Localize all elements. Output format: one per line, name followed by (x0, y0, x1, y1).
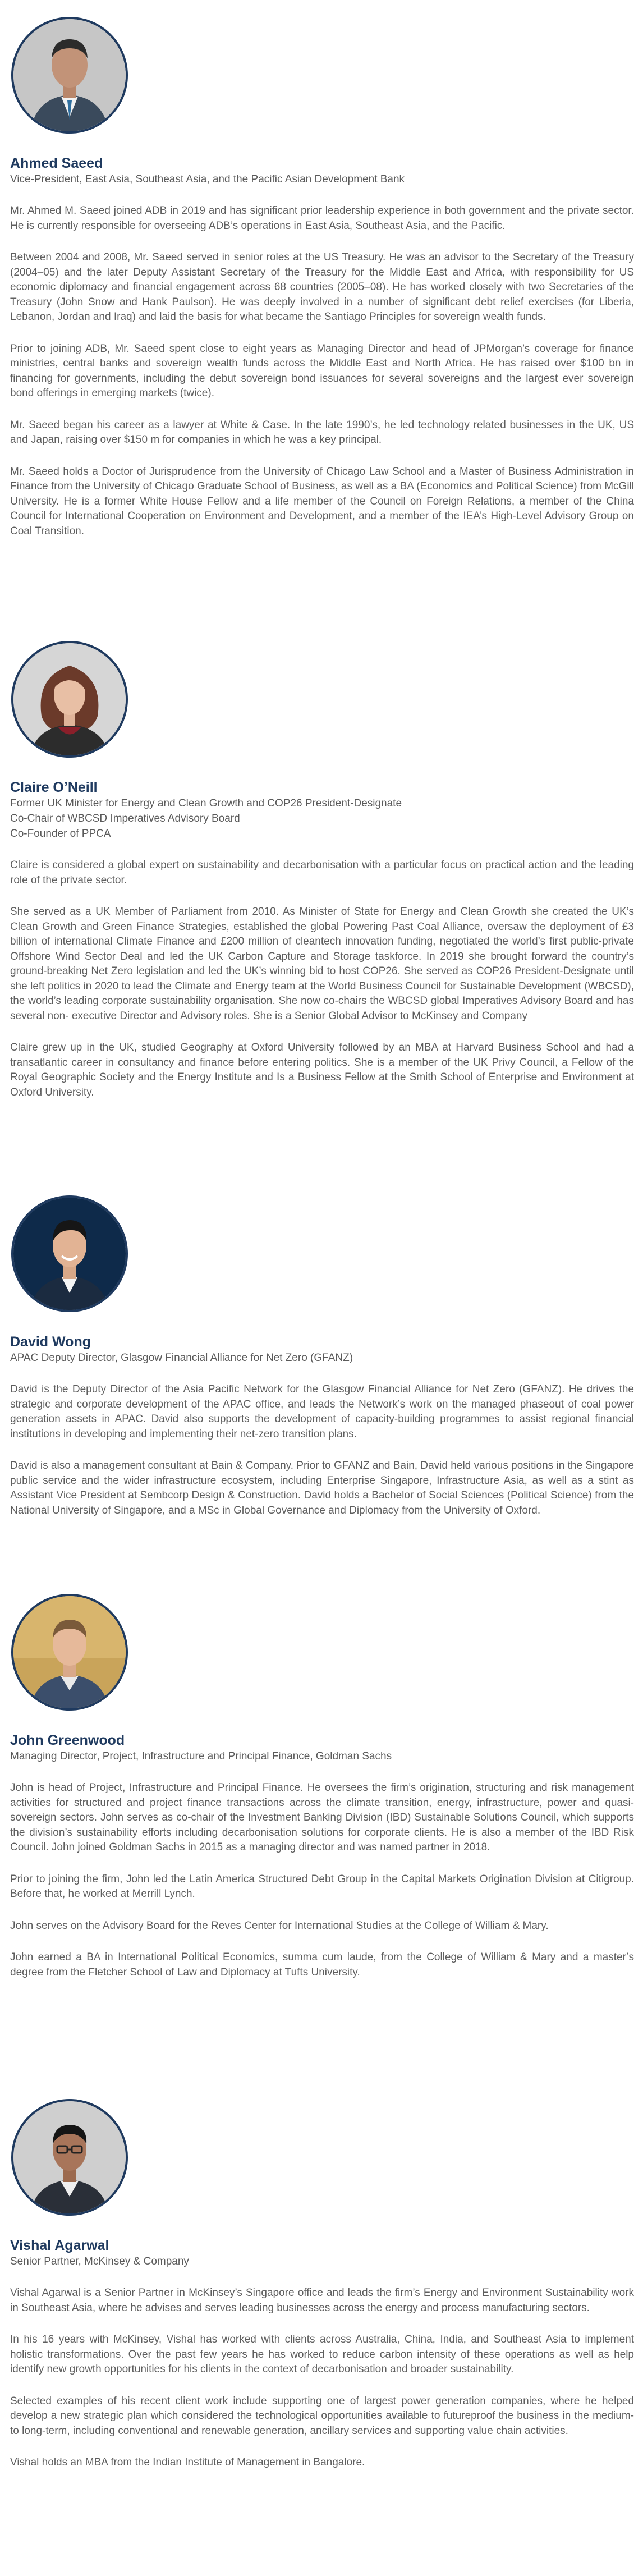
bio-paragraph: Mr. Saeed began his career as a lawyer at White & Case. In the late 1990’s, he led technology related businesses in the UK, US and Japan, raising over $150 m for companies in which he was a key principal. (10, 419, 634, 446)
speaker-profile-ahmed-saeed (10, 17, 634, 641)
bio-paragraph: David is the Deputy Director of the Asia Pacific Network for the Glasgow Financial Alliance for Net Zero (GFANZ). He drives the strategic and corporate development of the APAC office, and leads the Network’s work on the managed phaseout of coal power generation assets in APAC. David also supports the development of capacity-building programmes to assist regional financial institutions in developing and implementing their net-zero transition plans. (10, 1383, 634, 1440)
speaker-profile-claire-oneill (10, 641, 634, 1195)
bio-paragraph: Claire grew up in the UK, studied Geography at Oxford University followed by an MBA at Harvard Business School and had a transatlantic career in consultancy and finance before entering politics. She is a member of the UK Privy Council, a Fellow of the Royal Geographic Society and the Energy Institute and Is a Business Fellow at the Smith School of Enterprise and Environment at Oxford University. (10, 1042, 634, 1098)
portrait-man-outdoors-icon (11, 1594, 128, 1711)
speaker-name: John Greenwood (10, 1732, 125, 1748)
bio-paragraph: Claire is considered a global expert on sustainability and decarbonisation with a particular focus on practical action and the leading role of the private sector. (10, 859, 634, 886)
bio-paragraph: Prior to joining ADB, Mr. Saeed spent close to eight years as Managing Director and head of JPMorgan’s coverage for finance ministries, central banks and sovereign wealth funds across the Middle East and North Africa. He has raised over $100 bn in financing for governments, including the debut sovereign bond issuances for several sovereigns and the largest ever sovereign bond offerings in emerging markets (twice). (10, 342, 634, 399)
speaker-name: David Wong (10, 1334, 91, 1350)
speaker-bio (10, 2286, 634, 2470)
speaker-name: Ahmed Saeed (10, 155, 103, 171)
bio-paragraph: John is head of Project, Infrastructure and Principal Finance. He oversees the firm’s origination, structuring and risk management activities for structured and project finance transactions across the climate transition, energy, infrastructure, power and quasi-sovereign sectors. John serves as co-chair of the Investment Banking Division (IBD) Sustainable Solutions Council, which supports the division’s sustainability efforts including decarbonisation solutions for corporate clients. He is also a member of the IBD Risk Council. John joined Goldman Sachs in 2015 as a managing director and was named partner in 2018. (10, 1782, 634, 1853)
speaker-role: APAC Deputy Director, Glasgow Financial Alliance for Net Zero (GFANZ) (10, 1352, 353, 1364)
bio-paragraph: John earned a BA in International Political Economics, summa cum laude, from the College of William & Mary and a master’s degree from the Fletcher School of Law and Diplomacy at Tufts University. (10, 1951, 634, 1978)
bio-paragraph: Mr. Saeed holds a Doctor of Jurisprudence from the University of Chicago Law School and a Master of Business Administration in Finance from the University of Chicago Graduate School of Business, as well as a BA (Economics and Political Science) from McGill University. He is a former White House Fellow and a life member of the Council on Foreign Relations, a member of the China Council for International Cooperation on Environment and Development, and a member of the IEA’s High-Level Advisory Group on Coal Transition. (10, 465, 634, 537)
bio-paragraph: Vishal Agarwal is a Senior Partner in McKinsey’s Singapore office and leads the firm’s Energy and Environment Sustainability work in Southeast Asia, where he advises and serves leading businesses across the energy and process manufacturing sectors. (10, 2287, 634, 2314)
speaker-bio (10, 204, 634, 539)
speaker-role: Senior Partner, McKinsey & Company (10, 2256, 189, 2267)
bio-paragraph: Prior to joining the firm, John led the Latin America Structured Debt Group in the Capital Markets Origination Division at Citigroup. Before that, he worked at Merrill Lynch. (10, 1873, 634, 1900)
speaker-role: Co-Chair of WBCSD Imperatives Advisory Board (10, 813, 240, 824)
portrait-woman-icon (11, 641, 128, 758)
speaker-role: Managing Director, Project, Infrastructure and Principal Finance, Goldman Sachs (10, 1750, 392, 1762)
bio-paragraph: Between 2004 and 2008, Mr. Saeed served in senior roles at the US Treasury. He was an advisor to the Secretary of the Treasury (2004–05) and the later Deputy Assistant Secretary of the Treasury for the Middle East and Africa, with responsibility for US economic diplomacy and financial engagement across 68 countries (2005–08). He has worked closely with two Secretaries of the Treasury (John Snow and Hank Paulson). He was deeply involved in a number of significant debt relief exercises (for Liberia, Lebanon, Jordan and Iraq) and laid the basis for what became the Santiago Principles for sovereign wealth funds. (10, 251, 634, 323)
speaker-profile-john-greenwood (10, 1594, 634, 2099)
speaker-bio (10, 1382, 634, 1518)
bio-paragraph: David is also a management consultant at Bain & Company. Prior to GFANZ and Bain, David held various positions in the Singapore public service and the wider infrastructure ecosystem, including Enterprise Singapore, Infrastructure Asia, as well as a stint as Assistant Vice President at Sembcorp Design & Construction. David holds a Bachelor of Social Sciences (Political Science) from the National University of Singapore, and a MSc in Global Governance and Diplomacy from the University of Oxford. (10, 1460, 634, 1516)
speaker-role: Former UK Minister for Energy and Clean Growth and COP26 President-Designate (10, 797, 402, 809)
speaker-name: Claire O’Neill (10, 780, 98, 795)
bio-paragraph: John serves on the Advisory Board for the Reves Center for International Studies at the College of William & Mary. (10, 1919, 549, 1932)
bio-paragraph: She served as a UK Member of Parliament from 2010. As Minister of State for Energy and Clean Growth she created the UK’s Clean Growth and Green Finance Strategies, established the global Powering Past Coal Alliance, oversaw the deployment of £3 billion of international Climate Finance and £200 million of cleantech innovation funding, negotiated the world’s first public-private Offshore Wind Sector Deal and led the UK Carbon Capture and Storage taskforce. In 2019 she brought forward the country’s ground-breaking Net Zero legislation and led the UK’s winning bid to host COP26. She served as COP26 President-Designate until she left politics in 2020 to lead the Climate and Energy team at the World Business Council for Sustainable Development (WBCSD), the world’s leading corporate sustainability organisation. She now co-chairs the WBCSD global Imperatives Advisory Board and has several non- executive Director and Advisory roles. She is a Senior Global Advisor to McKinsey and Company (10, 906, 634, 1022)
bio-paragraph: In his 16 years with McKinsey, Vishal has worked with clients across Australia, China, India, and Southeast Asia to implement holistic transformations. Over the past few years he has worked to reduce carbon intensity of these operations as well as help identify new growth opportunities for his clients in the context of decarbonisation and broader sustainability. (10, 2334, 634, 2375)
speaker-profile-vishal-agarwal (10, 2099, 634, 2559)
portrait-man-suit-icon (11, 17, 128, 134)
portrait-man-smiling-icon (11, 1195, 128, 1312)
speaker-bio (10, 858, 634, 1100)
speaker-role: Co-Founder of PPCA (10, 828, 111, 840)
speaker-bio (10, 1781, 634, 1980)
bio-paragraph: Mr. Ahmed M. Saeed joined ADB in 2019 and has significant prior leadership experience in both government and the private sector. He is currently responsible for overseeing ADB’s operations in East Asia, Southeast Asia, and the Pacific. (10, 205, 634, 232)
speaker-profile-david-wong (10, 1195, 634, 1594)
bio-paragraph: Selected examples of his recent client work include supporting one of largest power generation companies, where he helped develop a new strategic plan which considered the technological opportunities available to futureproof the business in the medium- to long-term, including conventional and renewable generation, ancillary services and supporting value chain activities. (10, 2395, 634, 2437)
portrait-man-glasses-icon (11, 2099, 128, 2216)
speaker-role: Vice-President, East Asia, Southeast Asia, and the Pacific Asian Development Bank (10, 173, 405, 185)
bio-paragraph: Vishal holds an MBA from the Indian Institute of Management in Bangalore. (10, 2456, 365, 2468)
speaker-name: Vishal Agarwal (10, 2238, 109, 2253)
